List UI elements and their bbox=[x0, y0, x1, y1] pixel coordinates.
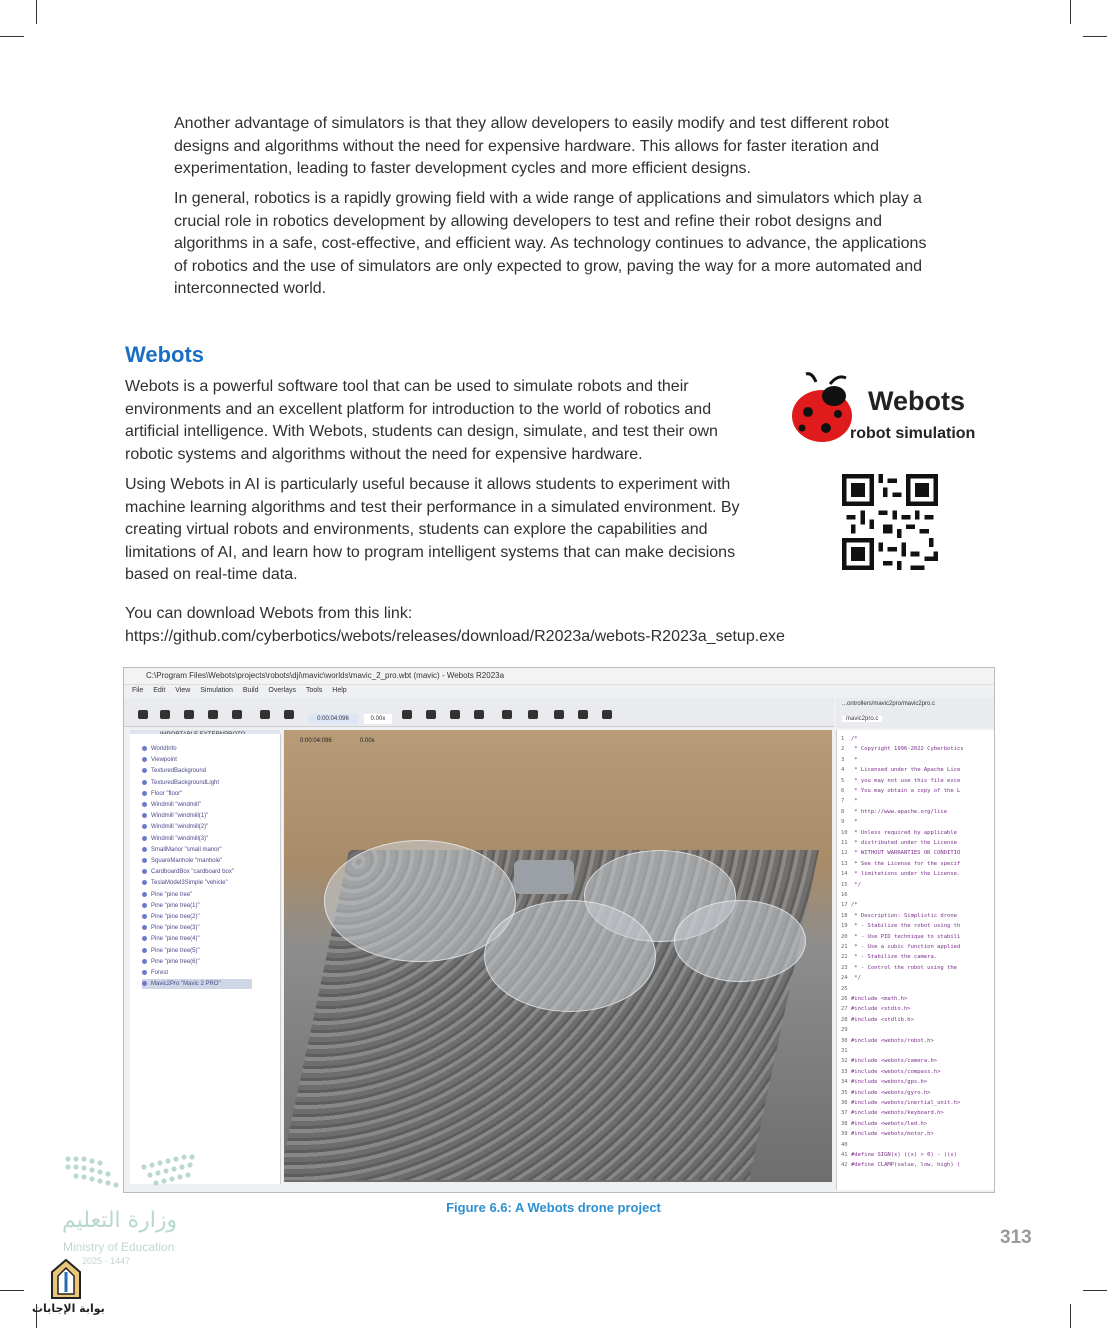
code-text: #include <stdio.h> bbox=[851, 1006, 911, 1013]
intro-paragraph-1: Another advantage of simulators is that they allow developers to easily modify and test different robot designs and algorithms without the need for expensive hardware. This allows for faster iteration and experimentation, leading to faster development cycles and more efficient designs. bbox=[174, 115, 889, 178]
webots-paragraph-1: Webots is a powerful software tool that can be used to simulate robots and their environments and an excellent platform for introduction to the world of robotics and artificial intelligence. With Webots, students can design, simulate, and test their own robotic systems and algorithms without the need for expensive hardware. bbox=[125, 378, 718, 463]
node-icon bbox=[142, 847, 147, 852]
code-line: 38 #include <webots/led.h> bbox=[841, 1120, 928, 1127]
reload-icon[interactable] bbox=[284, 710, 294, 719]
scene-tree-label: Pine "pine tree(3)" bbox=[151, 925, 200, 932]
code-text: * - Stabilize the robot using th bbox=[851, 923, 961, 930]
open-world-icon[interactable] bbox=[208, 710, 218, 719]
webots-screenshot bbox=[123, 667, 995, 1193]
node-icon bbox=[142, 768, 147, 773]
code-line: 29 bbox=[841, 1027, 848, 1034]
code-line: 25 bbox=[841, 985, 848, 992]
scene-tree-item[interactable] bbox=[142, 890, 192, 900]
fast-forward-icon[interactable] bbox=[474, 710, 484, 719]
scene-tree-label: Windmill "windmill(1)" bbox=[151, 813, 209, 820]
code-text: * WITHOUT WARRANTIES OR CONDITIO bbox=[851, 850, 961, 857]
code-text: */ bbox=[851, 975, 861, 982]
webots-logo bbox=[786, 372, 996, 446]
node-icon bbox=[142, 892, 147, 897]
scene-tree-item[interactable] bbox=[142, 766, 206, 776]
code-line: 15 */ bbox=[841, 881, 861, 888]
code-line: 18 * Description: Simplistic drone bbox=[841, 912, 957, 919]
ministry-name-english: Ministry of Education bbox=[63, 1240, 175, 1254]
scene-tree-item[interactable] bbox=[142, 912, 200, 922]
ministry-logo-icon bbox=[64, 1153, 199, 1195]
code-text: * Unless required by applicable bbox=[851, 829, 957, 836]
record-icon[interactable] bbox=[184, 710, 194, 719]
code-text: * distributed under the License bbox=[851, 840, 957, 846]
logo-title: Webots bbox=[868, 386, 966, 416]
node-icon bbox=[142, 869, 147, 874]
code-text: #include <webots/keyboard.h> bbox=[851, 1110, 944, 1117]
code-text: #include <webots/inertial_unit.h> bbox=[851, 1100, 961, 1106]
scene-tree-label: TexturedBackground bbox=[151, 768, 207, 775]
code-line: 40 bbox=[841, 1141, 848, 1148]
code-line: 26 #include <math.h> bbox=[841, 996, 908, 1002]
scene-tree-item[interactable] bbox=[142, 979, 252, 989]
code-line: 14 * limitations under the License. bbox=[841, 871, 961, 878]
code-text: #include <webots/gps.h> bbox=[851, 1079, 928, 1086]
code-line: 24 */ bbox=[841, 975, 861, 982]
screenshot-icon[interactable] bbox=[502, 710, 512, 719]
code-text: * - Use PID technique to stabili bbox=[851, 933, 961, 940]
editor-path: ...ontrollers/mavic2pro/mavic2pro.c bbox=[842, 701, 936, 707]
code-line: 31 bbox=[841, 1048, 848, 1054]
code-text: * bbox=[851, 756, 858, 763]
volume-icon[interactable] bbox=[602, 710, 612, 719]
code-text: #include <webots/gyro.h> bbox=[851, 1089, 931, 1096]
scene-tree-item[interactable] bbox=[142, 822, 208, 832]
scene-tree-item[interactable] bbox=[142, 811, 208, 821]
scene-tree-item[interactable] bbox=[142, 800, 201, 810]
scene-tree-item[interactable] bbox=[142, 934, 200, 944]
window-title: C:\Program Files\Webots\projects\robots\dji\mavic\worlds\mavic_2_pro.wbt (mavic) - Webots R2023a bbox=[124, 668, 994, 685]
code-line: 4 * Licensed under the Apache Lice bbox=[841, 767, 961, 774]
scene-tree-label: SmallManor "small manor" bbox=[151, 846, 222, 853]
code-text: * bbox=[851, 798, 858, 805]
code-line: 23 * - Control the robot using the bbox=[841, 964, 957, 971]
code-line: 36 #include <webots/inertial_unit.h> bbox=[841, 1100, 961, 1106]
add-node-icon[interactable] bbox=[138, 710, 148, 719]
node-icon bbox=[142, 791, 147, 796]
crop-mark bbox=[1070, 1304, 1071, 1328]
code-line: 17 /* bbox=[841, 902, 858, 909]
scene-tree-label: Mavic2Pro "Mavic 2 PRO" bbox=[151, 981, 221, 988]
editor-header bbox=[836, 698, 994, 728]
code-line: 19 * - Stabilize the robot using th bbox=[841, 923, 961, 930]
code-line: 1 /* bbox=[841, 736, 858, 742]
play-icon[interactable] bbox=[450, 710, 460, 719]
scene-tree-label: Pine "pine tree(5)" bbox=[151, 947, 200, 954]
code-text: /* bbox=[851, 902, 858, 909]
menu-edit[interactable]: Edit bbox=[153, 687, 166, 694]
scene-tree-label: TeslaModel3Simple "vehicle" bbox=[151, 880, 228, 887]
scene-tree-item[interactable] bbox=[142, 957, 200, 967]
scene-tree-item[interactable] bbox=[142, 744, 177, 754]
code-line: 35 #include <webots/gyro.h> bbox=[841, 1089, 931, 1096]
scene-tree-item[interactable] bbox=[142, 867, 234, 877]
node-icon bbox=[142, 903, 147, 908]
node-icon bbox=[142, 780, 147, 785]
ministry-year: 2025 - 1447 bbox=[82, 1256, 131, 1266]
node-icon bbox=[142, 959, 147, 964]
code-line: 39 #include <webots/motor.h> bbox=[841, 1131, 934, 1138]
menu-simulation[interactable]: Simulation bbox=[200, 687, 233, 694]
node-icon bbox=[142, 824, 147, 829]
scene-tree-label: Windmill "windmill(2)" bbox=[151, 824, 209, 831]
node-icon bbox=[142, 813, 147, 818]
code-text: * - Use a cubic function applied bbox=[851, 944, 961, 950]
menu-file[interactable]: File bbox=[132, 687, 144, 694]
scene-tree-item[interactable] bbox=[142, 834, 208, 844]
code-text: * you may not use this file exce bbox=[851, 777, 961, 784]
scene-tree-item[interactable] bbox=[142, 845, 222, 855]
code-text: */ bbox=[851, 881, 861, 888]
answers-portal-logo-icon bbox=[46, 1258, 86, 1300]
editor-tab[interactable]: mavic2pro.c bbox=[842, 716, 882, 722]
scene-tree-item[interactable] bbox=[142, 901, 200, 911]
code-line: 7 * bbox=[841, 798, 858, 805]
scene-tree-label: Pine "pine tree" bbox=[151, 891, 193, 898]
menu-bar bbox=[124, 685, 824, 697]
node-icon bbox=[142, 970, 147, 975]
code-text: * limitations under the License. bbox=[851, 871, 961, 878]
scene-tree-item[interactable] bbox=[142, 755, 177, 765]
download-label: You can download Webots from this link: bbox=[125, 605, 413, 622]
code-text: * You may obtain a copy of the L bbox=[851, 788, 961, 794]
ministry-name-arabic: وزارة التعليم bbox=[62, 1208, 178, 1233]
node-icon bbox=[142, 981, 147, 986]
code-text: #include <webots/motor.h> bbox=[851, 1131, 934, 1138]
code-line: 42 #define CLAMP(value, low, high) ( bbox=[841, 1162, 961, 1169]
code-text: * http://www.apache.org/lice bbox=[851, 808, 948, 815]
node-icon bbox=[142, 746, 147, 751]
intro-paragraph-2: In general, robotics is a rapidly growing field with a wide range of applications and simulators which play a crucial role in robotics development by allowing developers to test and refine their robot designs and algorithms in a safe, cost-effective, and efficient way. As technology continues to advance, the applications of robotics and the use of simulators are only expected to grow, paving the way for a more automated and interconnected world. bbox=[174, 190, 927, 298]
scene-tree-label: TexturedBackgroundLight bbox=[151, 779, 220, 786]
code-text: * Licensed under the Apache Lice bbox=[851, 767, 961, 774]
node-icon bbox=[142, 936, 147, 941]
code-text: #include <webots/robot.h> bbox=[851, 1037, 934, 1044]
scene-tree-item[interactable] bbox=[142, 789, 182, 799]
viewport-speed: 0.00x bbox=[360, 738, 375, 744]
scene-tree-label: Windmill "windmill" bbox=[151, 802, 201, 808]
scene-tree-item[interactable] bbox=[142, 878, 228, 888]
code-line: 2 * Copyright 1996-2022 Cyberbotics bbox=[841, 746, 964, 753]
code-text: * Copyright 1996-2022 Cyberbotics bbox=[851, 746, 964, 753]
scene-tree-item[interactable] bbox=[142, 923, 200, 933]
code-line: 11 * distributed under the License bbox=[841, 840, 957, 846]
menu-tools[interactable]: Tools bbox=[306, 687, 323, 694]
code-text: #include <webots/camera.h> bbox=[851, 1058, 938, 1065]
scene-tree-item[interactable] bbox=[142, 778, 219, 788]
code-line: 21 * - Use a cubic function applied bbox=[841, 944, 961, 950]
code-line: 16 bbox=[841, 892, 848, 898]
node-icon bbox=[142, 802, 147, 807]
crop-mark bbox=[1083, 36, 1107, 37]
crop-mark bbox=[1083, 1290, 1107, 1291]
logo-subtitle: robot simulation bbox=[850, 425, 976, 442]
scene-tree bbox=[130, 734, 281, 1184]
node-icon bbox=[142, 948, 147, 953]
code-line: 12 * WITHOUT WARRANTIES OR CONDITIO bbox=[841, 850, 961, 857]
code-line: 27 #include <stdio.h> bbox=[841, 1006, 911, 1013]
scene-tree-label: Pine "pine tree(2)" bbox=[151, 914, 200, 920]
download-block bbox=[125, 603, 985, 648]
code-text: /* bbox=[851, 736, 858, 742]
scene-tree-label: Pine "pine tree(4)" bbox=[151, 936, 200, 943]
node-icon bbox=[142, 914, 147, 919]
code-text: #define SIGN(x) ((x) > 0) - ((x) bbox=[851, 1152, 957, 1158]
code-text: * bbox=[851, 819, 858, 826]
code-line: 28 #include <stdlib.h> bbox=[841, 1016, 914, 1023]
ladybug-icon bbox=[786, 372, 856, 446]
propeller-rear-right bbox=[674, 900, 806, 982]
code-text: #include <stdlib.h> bbox=[851, 1016, 914, 1023]
code-text: #include <webots/compass.h> bbox=[851, 1068, 941, 1075]
scene-tree-label: Windmill "windmill(3)" bbox=[151, 835, 209, 842]
code-line: 20 * - Use PID technique to stabili bbox=[841, 933, 961, 940]
stop-icon[interactable] bbox=[554, 710, 564, 719]
code-line: 22 * - Stabilize the camera. bbox=[841, 954, 938, 961]
scene-tree-label: SquareManhole "manhole" bbox=[151, 858, 223, 864]
node-icon bbox=[142, 925, 147, 930]
viewport-time: 0:00:04:096 bbox=[300, 738, 332, 744]
code-line: 33 #include <webots/compass.h> bbox=[841, 1068, 941, 1075]
code-line: 10 * Unless required by applicable bbox=[841, 829, 957, 836]
simulation-time: 0:00:04:096 bbox=[308, 714, 358, 724]
scene-tree-label: Forest bbox=[151, 970, 169, 976]
crop-mark bbox=[0, 1290, 24, 1291]
code-line: 9 * bbox=[841, 819, 858, 826]
code-text: * - Control the robot using the bbox=[851, 964, 957, 971]
crop-mark bbox=[1070, 0, 1071, 24]
code-line: 41 #define SIGN(x) ((x) > 0) - ((x) bbox=[841, 1152, 957, 1158]
scene-tree-item[interactable] bbox=[142, 946, 200, 956]
3d-viewport[interactable] bbox=[284, 730, 832, 1182]
menu-view[interactable]: View bbox=[175, 687, 191, 694]
reset-simulation-icon[interactable] bbox=[402, 710, 412, 719]
movie-icon[interactable] bbox=[528, 710, 538, 719]
scene-tree-item[interactable] bbox=[142, 856, 222, 866]
code-line: 30 #include <webots/robot.h> bbox=[841, 1037, 934, 1044]
node-icon bbox=[142, 858, 147, 863]
node-icon bbox=[142, 757, 147, 762]
code-editor[interactable] bbox=[836, 730, 995, 1190]
scene-tree-label: Floor "floor" bbox=[151, 790, 183, 797]
code-text: #define CLAMP(value, low, high) ( bbox=[851, 1162, 961, 1169]
simulation-speed: 0.00x bbox=[364, 714, 392, 724]
code-text: * See the License for the specif bbox=[851, 860, 961, 867]
scene-tree-label: Viewpoint bbox=[151, 757, 177, 764]
code-line: 6 * You may obtain a copy of the L bbox=[841, 788, 961, 794]
save-icon[interactable] bbox=[260, 710, 270, 719]
menu-help[interactable]: Help bbox=[332, 687, 347, 694]
section-title: Webots bbox=[125, 342, 205, 367]
crop-mark bbox=[0, 36, 24, 37]
node-icon bbox=[142, 836, 147, 841]
code-text: #include <math.h> bbox=[851, 996, 908, 1002]
figure-caption: Figure 6.6: A Webots drone project bbox=[446, 1200, 661, 1215]
code-text: * Description: Simplistic drone bbox=[851, 912, 957, 919]
crop-mark bbox=[36, 0, 37, 24]
step-icon[interactable] bbox=[426, 710, 436, 719]
code-line: 13 * See the License for the specif bbox=[841, 860, 961, 867]
answers-portal-watermark: بوابة الإجابات bbox=[32, 1302, 105, 1315]
menu-overlays[interactable]: Overlays bbox=[268, 687, 297, 694]
share-icon[interactable] bbox=[578, 710, 588, 719]
scene-tree-label: Pine "pine tree(6)" bbox=[151, 958, 200, 965]
webots-paragraph-2: Using Webots in AI is particularly useful because it allows students to experiment with machine learning algorithms and test their performance in a simulated environment. By creating virtual robots and environments, students can explore the capabilities and limitations of AI, and learn how to program intelligent systems that can make decisions based on real-time data. bbox=[125, 476, 740, 584]
qr-code-icon bbox=[842, 474, 938, 570]
node-icon bbox=[142, 880, 147, 885]
scene-tree-item[interactable] bbox=[142, 968, 168, 978]
code-text: * - Stabilize the camera. bbox=[851, 954, 938, 961]
scene-tree-label: Pine "pine tree(1)" bbox=[151, 902, 200, 909]
code-line: 5 * you may not use this file exce bbox=[841, 777, 961, 784]
view-icon[interactable] bbox=[160, 710, 170, 719]
code-text: #include <webots/led.h> bbox=[851, 1120, 928, 1127]
download-link[interactable]: https://github.com/cyberbotics/webots/releases/download/R2023a/webots-R2023a_setup.exe bbox=[125, 627, 785, 645]
toolbar bbox=[124, 698, 834, 727]
propeller-rear-left bbox=[484, 900, 656, 1012]
camera-icon[interactable] bbox=[232, 710, 242, 719]
code-line: 8 * http://www.apache.org/lice bbox=[841, 808, 948, 815]
scene-tree-label: CardboardBox "cardboard box" bbox=[151, 869, 234, 876]
page-number: 313 bbox=[1000, 1227, 1032, 1248]
code-line: 32 #include <webots/camera.h> bbox=[841, 1058, 938, 1065]
drone-body[interactable] bbox=[514, 860, 574, 894]
menu-build[interactable]: Build bbox=[242, 687, 259, 694]
code-line: 34 #include <webots/gps.h> bbox=[841, 1079, 928, 1086]
scene-tree-label: WorldInfo bbox=[151, 746, 177, 752]
code-line: 37 #include <webots/keyboard.h> bbox=[841, 1110, 944, 1117]
code-line: 3 * bbox=[841, 756, 858, 763]
